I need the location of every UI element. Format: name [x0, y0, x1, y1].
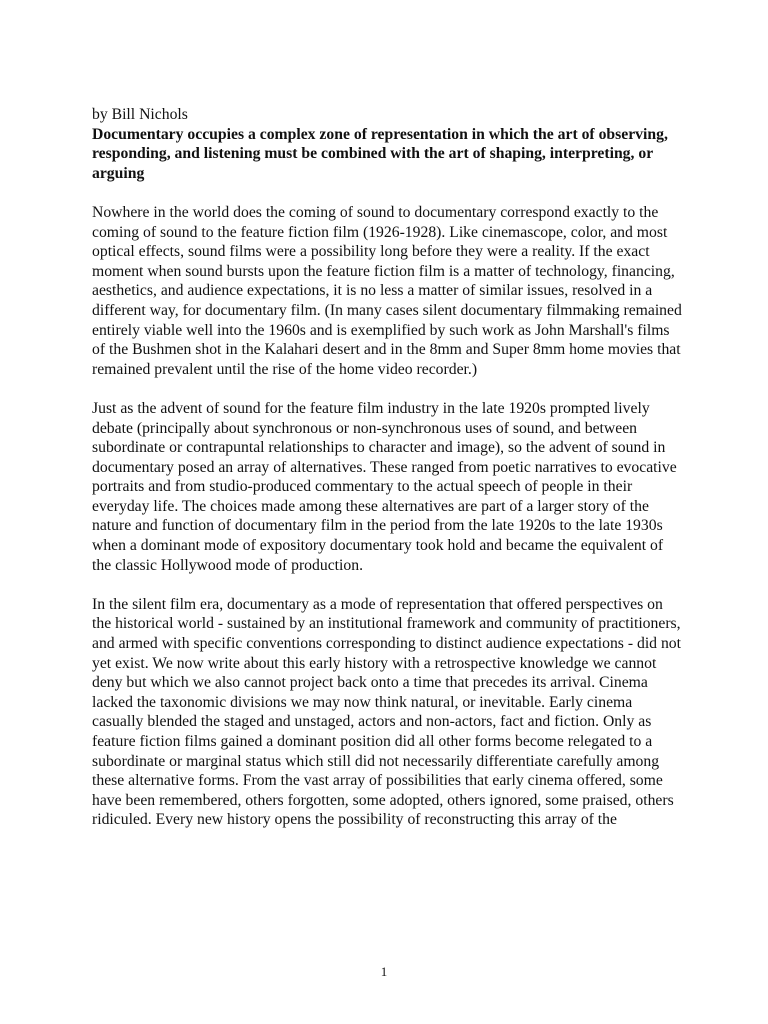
paragraph: In the silent film era, documentary as a mode of representation that offered perspectives on the historical world - sustained by an institutional framework and community of practitioners, and armed with specific conventions corresponding to distinct audience expectations - did not yet exist. We now write about this early history with a retrospective knowledge we cannot deny but which we also cannot project back onto a time that precedes its arrival. Cinema lacked the taxonomic divisions we may now think natural, or inevitable. Early cinema casually blended the staged and unstaged, actors and non-actors, fact and fiction. Only as feature fiction films gained a dominant position did all other forms become relegated to a subordinate or marginal status which still did not necessarily differentiate carefully among these alternative forms. From the vast array of possibilities that early cinema offered, some have been remembered, others forgotten, some adopted, others ignored, some praised, others ridiculed. Every new history opens the possibility of reconstructing this array of the — [92, 595, 681, 829]
author-line: by Bill Nichols — [92, 106, 188, 123]
paragraph: Just as the advent of sound for the feature film industry in the late 1920s prompted lively debate (principally about synchronous or non-synchronous uses of sound, and between subordinate or contrapuntal relationships to character and image), so the advent of sound in documentary posed an array of alternatives. These ranged from poetic narratives to evocative portraits and from studio-produced commentary to the actual speech of people in their everyday life. The choices made among these alternatives are part of a larger story of the nature and function of documentary film in the period from the late 1920s to the late 1930s when a dominant mode of expository documentary took hold and became the equivalent of the classic Hollywood mode of production. — [92, 399, 677, 574]
page-number: 1 — [380, 964, 388, 979]
paragraph: Nowhere in the world does the coming of sound to documentary correspond exactly to the coming of sound to the feature fiction film (1926-1928). Like cinemascope, color, and most optical effects, sound films were a possibility long before they were a reality. If the exact moment when sound bursts upon the feature fiction film is a matter of technology, financing, aesthetics, and audience expectations, it is no less a matter of similar issues, resolved in a different way, for documentary film. (In many cases silent documentary filmmaking remained entirely viable well into the 1960s and is exemplified by such work as John Marshall's films of the Bushmen shot in the Kalahari desert and in the 8mm and Super 8mm home movies that remained prevalent until the rise of the home video recorder.) — [92, 203, 682, 378]
document-subtitle: Documentary occupies a complex zone of representation in which the art of observing, responding, and listening must be combined with the art of shaping, interpreting, or arguing — [92, 125, 668, 182]
document-body — [92, 105, 682, 830]
